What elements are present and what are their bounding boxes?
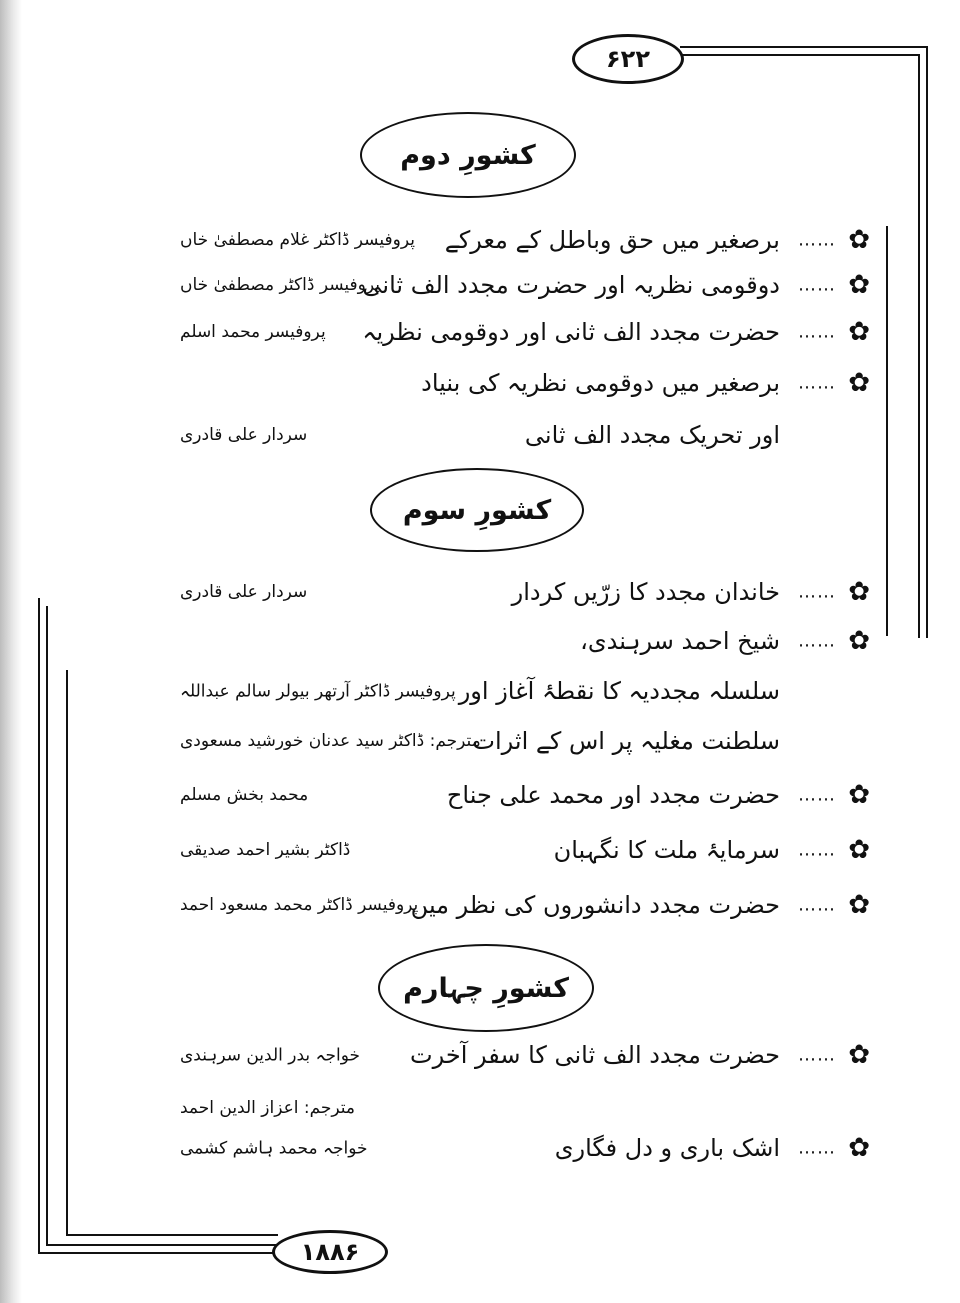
toc-entry [150, 666, 880, 716]
leader-dots: …… [798, 894, 836, 916]
leader-dots: …… [798, 630, 836, 652]
flower-bullet-icon: ✿ [848, 626, 870, 656]
scan-shadow [0, 0, 22, 1303]
toc-entry [150, 215, 880, 265]
leader-dots: …… [798, 274, 836, 296]
frame-line [46, 1244, 278, 1246]
section-heading: کشورِ چہارم [378, 944, 594, 1032]
entry-title: شیخ احمد سرہندی، [580, 627, 780, 655]
frame-line [66, 670, 68, 1236]
entry-title: اور تحریک مجدد الف ثانی [524, 421, 780, 449]
leader-dots: …… [798, 839, 836, 861]
frame-line [886, 226, 888, 636]
entry-author: ڈاکٹر بشیر احمد صدیقی [180, 840, 351, 860]
flower-bullet-icon: ✿ [848, 780, 870, 810]
entry-title: سلسلہ مجددیہ کا نقطۂ آغاز اور [458, 677, 780, 705]
toc-entry [150, 260, 880, 310]
entry-author: سردار علی قادری [180, 425, 308, 445]
entry-title: برصغیر میں حق وباطل کے معرکے [444, 226, 780, 254]
entry-title: خاندان مجدد کا زرّیں کردار [511, 578, 780, 606]
frame-line [680, 46, 928, 48]
entry-title: سلطنت مغلیہ پر اس کے اثرات [472, 727, 780, 755]
page-number-bottom: ۱۸۸۶ [272, 1230, 388, 1274]
entry-author: سردار علی قادری [180, 582, 308, 602]
frame-line [918, 54, 920, 638]
flower-bullet-icon: ✿ [848, 1040, 870, 1070]
entry-title: سرمایۂ ملت کا نگہبان [553, 836, 780, 864]
entry-author: پروفیسر ڈاکٹر مصطفیٰ خاں [180, 275, 380, 295]
toc-entry [150, 880, 880, 930]
flower-bullet-icon: ✿ [848, 1133, 870, 1163]
entry-author: مترجم: اعزاز الدین احمد [180, 1098, 356, 1118]
entry-author: پروفیسر ڈاکٹر غلام مصطفیٰ خاں [180, 230, 415, 250]
frame-line [680, 54, 920, 56]
entry-title: دوقومی نظریہ اور حضرت مجدد الف ثانی [362, 271, 780, 299]
frame-line [926, 46, 928, 638]
toc-entry [150, 1123, 880, 1173]
entry-author: پروفیسر ڈاکٹر آرتھر بیولر سالم عبداللہ [180, 681, 456, 702]
flower-bullet-icon: ✿ [848, 317, 870, 347]
entry-author: پروفیسر ڈاکٹر محمد مسعود احمد [180, 895, 419, 915]
entry-title: حضرت مجدد الف ثانی اور دوقومی نظریہ [362, 318, 780, 346]
frame-line [66, 1234, 278, 1236]
section-heading: کشورِ سوم [370, 468, 584, 552]
leader-dots: …… [798, 1137, 836, 1159]
toc-entry [150, 410, 880, 460]
leader-dots: …… [798, 581, 836, 603]
toc-entry [150, 770, 880, 820]
entry-title: برصغیر میں دوقومی نظریہ کی بنیاد [421, 369, 780, 397]
toc-entry [150, 358, 880, 408]
entry-author: محمد بخش مسلم [180, 785, 309, 805]
flower-bullet-icon: ✿ [848, 577, 870, 607]
page-number-top: ۶۲۲ [572, 34, 684, 84]
leader-dots: …… [798, 784, 836, 806]
toc-entry [150, 616, 880, 666]
toc-entry [150, 567, 880, 617]
toc-entry [150, 825, 880, 875]
entry-author: خواجہ محمد ہاشم کشمی [180, 1138, 368, 1159]
entry-author: پروفیسر محمد اسلم [180, 322, 326, 342]
frame-line [46, 606, 48, 1246]
section-heading: کشورِ دوم [360, 112, 576, 198]
toc-entry [150, 716, 880, 766]
frame-line [38, 598, 40, 1254]
leader-dots: …… [798, 229, 836, 251]
entry-title: اشک باری و دل فگاری [554, 1134, 780, 1162]
toc-entry [150, 1030, 880, 1080]
entry-author: مترجم: ڈاکٹر سید عدنان خورشید مسعودی [180, 731, 481, 751]
flower-bullet-icon: ✿ [848, 270, 870, 300]
entry-author: خواجہ بدر الدین سرہندی [180, 1045, 361, 1066]
toc-entry [150, 307, 880, 357]
flower-bullet-icon: ✿ [848, 890, 870, 920]
entry-title: حضرت مجدد الف ثانی کا سفر آخرت [410, 1041, 780, 1069]
flower-bullet-icon: ✿ [848, 835, 870, 865]
leader-dots: …… [798, 321, 836, 343]
flower-bullet-icon: ✿ [848, 368, 870, 398]
flower-bullet-icon: ✿ [848, 225, 870, 255]
entry-title: حضرت مجدد دانشوروں کی نظر میں [410, 891, 780, 919]
leader-dots: …… [798, 1044, 836, 1066]
entry-title: حضرت مجدد اور محمد علی جناح [446, 781, 780, 809]
leader-dots: …… [798, 372, 836, 394]
frame-line [38, 1252, 278, 1254]
